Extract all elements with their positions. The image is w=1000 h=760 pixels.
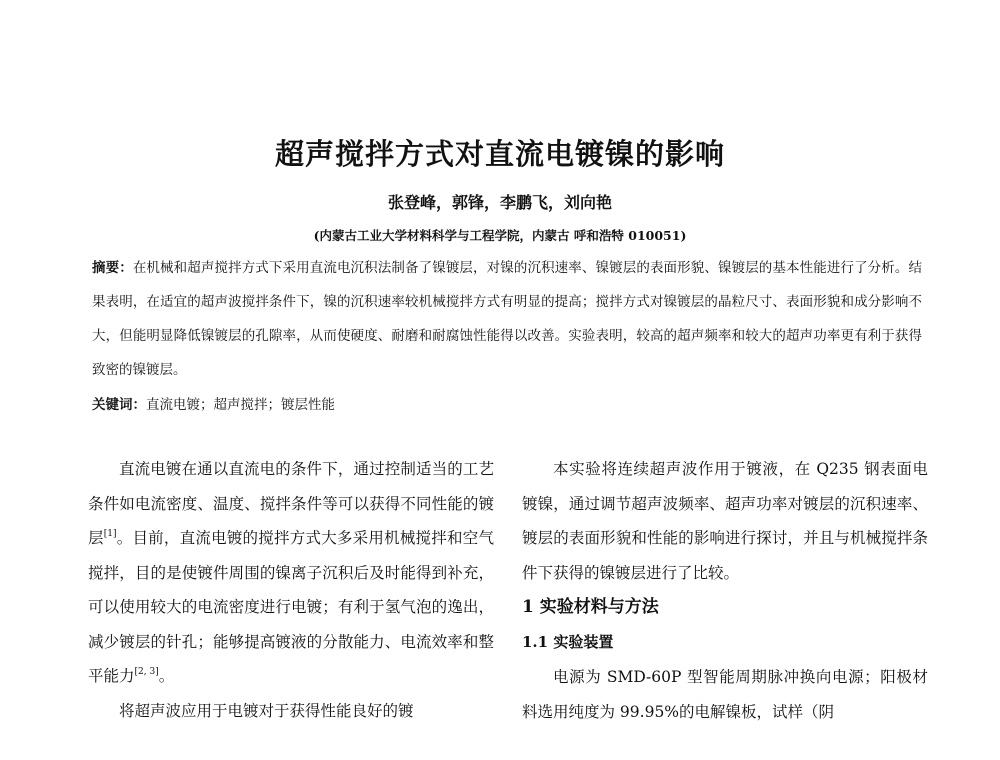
paper-title: 超声搅拌方式对直流电镀镍的影响 [274, 137, 725, 171]
abstract-text: 在机械和超声搅拌方式下采用直流电沉积法制备了镍镀层，对镍的沉积速率、镍镀层的表面形貌、镍镀层的基本性能进行了分析。结果表明，在适宜的超声波搅拌条件下，镍的沉积速率较机械搅拌方式有明显的提高；搅拌方式对镍镀层的晶粒尺寸、表面形貌和成分影响不大，但能明显降低镍镀层的孔隙率，从而使硬度、耐磨和耐腐蚀性能得以改善。实验表明，较高的超声频率和较大的超声功率更有利于获得致密的镍镀层。 [92, 260, 923, 378]
section-heading-1: 1 实验材料与方法 [522, 597, 659, 617]
abstract-label: 摘要： [92, 260, 133, 276]
right-column [522, 452, 928, 729]
left-column [88, 452, 494, 728]
affiliation: (内蒙古工业大学材料科学与工程学院，内蒙古 呼和浩特 010051) [313, 228, 687, 243]
intro-text-c: 。 [158, 667, 175, 685]
citation-2-3: [2, 3] [134, 667, 159, 677]
intro-paragraph-2: 将超声波应用于电镀对于获得性能良好的镀 [119, 701, 414, 720]
keywords-label: 关键词： [92, 397, 146, 413]
intro-paragraph-1 [88, 452, 494, 694]
apparatus-paragraph: 电源为 SMD-60P 型智能周期脉冲换向电源；阳极材料选用纯度为 99.95%的电解镍板，试样（阴 [522, 668, 928, 721]
keywords [92, 388, 922, 422]
abstract [92, 251, 922, 387]
author-list: 张登峰，郭锋，李鹏飞，刘向艳 [387, 193, 612, 212]
intro-text-a: 直流电镀在通以直流电的条件下，通过控制适当的工艺条件如电流密度、温度、搅拌条件等可以获得不同性能的镀层 [88, 460, 494, 547]
experiment-paragraph: 本实验将连续超声波作用于镀液，在 Q235 钢表面电镀镍，通过调节超声波频率、超声功率对镀层的沉积速率、镀层的表面形貌和性能的影响进行探讨，并且与机械搅拌条件下获得的镍镀层进行了比较。 [522, 460, 928, 582]
intro-text-b: 。目前，直流电镀的搅拌方式大多采用机械搅拌和空气搅拌，目的是使镀件周围的镍离子沉积后及时能得到补充，可以使用较大的电流密度进行电镀；有利于氢气泡的逸出，减少镀层的针孔；能够提高镀液的分散能力、电流效率和整平能力 [88, 529, 494, 685]
keywords-text: 直流电镀；超声搅拌；镀层性能 [146, 397, 335, 413]
subsection-heading-1-1: 1.1 实验装置 [522, 633, 614, 651]
citation-1: [1] [103, 529, 117, 539]
